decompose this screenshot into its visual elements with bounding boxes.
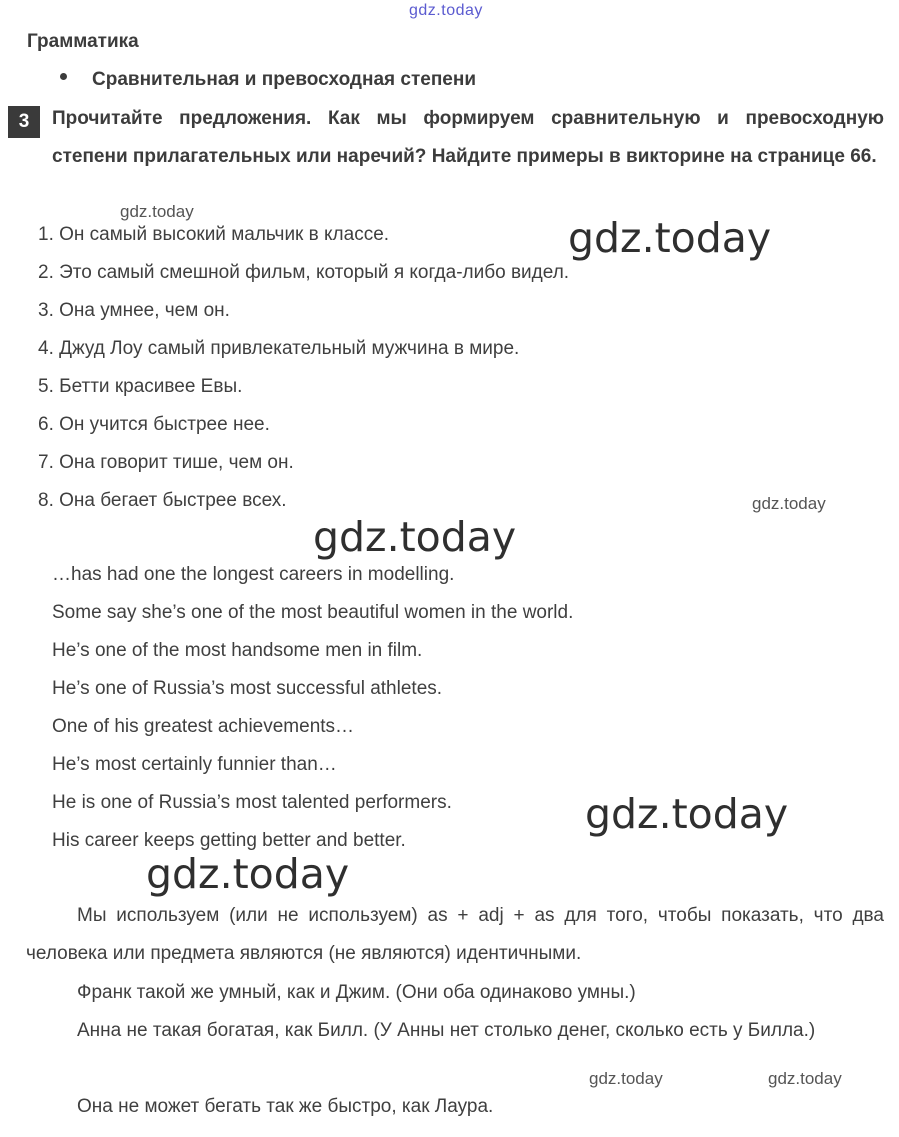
list-item: One of his greatest achievements… <box>52 716 355 737</box>
list-item: Some say she’s one of the most beautiful women in the world. <box>52 602 574 623</box>
exercise-number: 3 <box>8 106 40 138</box>
list-item: 4. Джуд Лоу самый привлекательный мужчина в мире. <box>38 338 520 359</box>
list-item: He’s one of Russia’s most successful athletes. <box>52 678 443 699</box>
list-item: He’s one of the most handsome men in film. <box>52 640 423 661</box>
list-item: 7. Она говорит тише, чем он. <box>38 452 294 473</box>
list-item: 5. Бетти красивее Евы. <box>38 376 243 397</box>
sentence-list <box>38 216 569 520</box>
list-item: He is one of Russia’s most talented performers. <box>52 792 452 813</box>
watermark-large: gdz.today <box>568 214 772 262</box>
watermark-small: gdz.today <box>768 1069 842 1088</box>
list-item: He’s most certainly funnier than… <box>52 754 337 775</box>
bullet-dot-icon <box>60 73 67 80</box>
example-list <box>52 556 573 860</box>
watermark-top: gdz.today <box>409 2 483 19</box>
explanation-example: Она не может бегать так же быстро, как Лаура. <box>77 1096 494 1117</box>
watermark-large: gdz.today <box>146 850 350 898</box>
explanation-example: Франк такой же умный, как и Джим. (Они оба одинаково умны.) <box>77 982 636 1003</box>
explanation-rule: Мы используем (или не используем) as + adj + as для того, чтобы показать, что два человека или предмета являются (не являются) идентичными. <box>26 905 884 964</box>
watermark-large: gdz.today <box>313 513 517 561</box>
list-item: 6. Он учится быстрее нее. <box>38 414 270 435</box>
watermark-large: gdz.today <box>585 790 789 838</box>
list-item: 1. Он самый высокий мальчик в классе. <box>38 224 390 245</box>
exercise-task: Прочитайте предложения. Как мы формируем сравнительную и превосходную степени прилагательных или наречий? Найдите примеры в викторине на странице 66. <box>52 108 884 167</box>
watermark-small: gdz.today <box>120 202 194 221</box>
section-bullet: Сравнительная и превосходная степени <box>92 69 477 90</box>
watermark-small: gdz.today <box>752 494 826 513</box>
list-item: 3. Она умнее, чем он. <box>38 300 230 321</box>
explanation-example: Анна не такая богатая, как Билл. (У Анны нет столько денег, сколько есть у Билла.) <box>77 1020 816 1041</box>
watermark-small: gdz.today <box>589 1069 663 1088</box>
list-item: His career keeps getting better and better. <box>52 830 406 851</box>
section-title: Грамматика <box>27 31 139 52</box>
list-item: …has had one the longest careers in modelling. <box>52 564 455 585</box>
list-item: 2. Это самый смешной фильм, который я когда-либо видел. <box>38 262 570 283</box>
list-item: 8. Она бегает быстрее всех. <box>38 490 287 511</box>
